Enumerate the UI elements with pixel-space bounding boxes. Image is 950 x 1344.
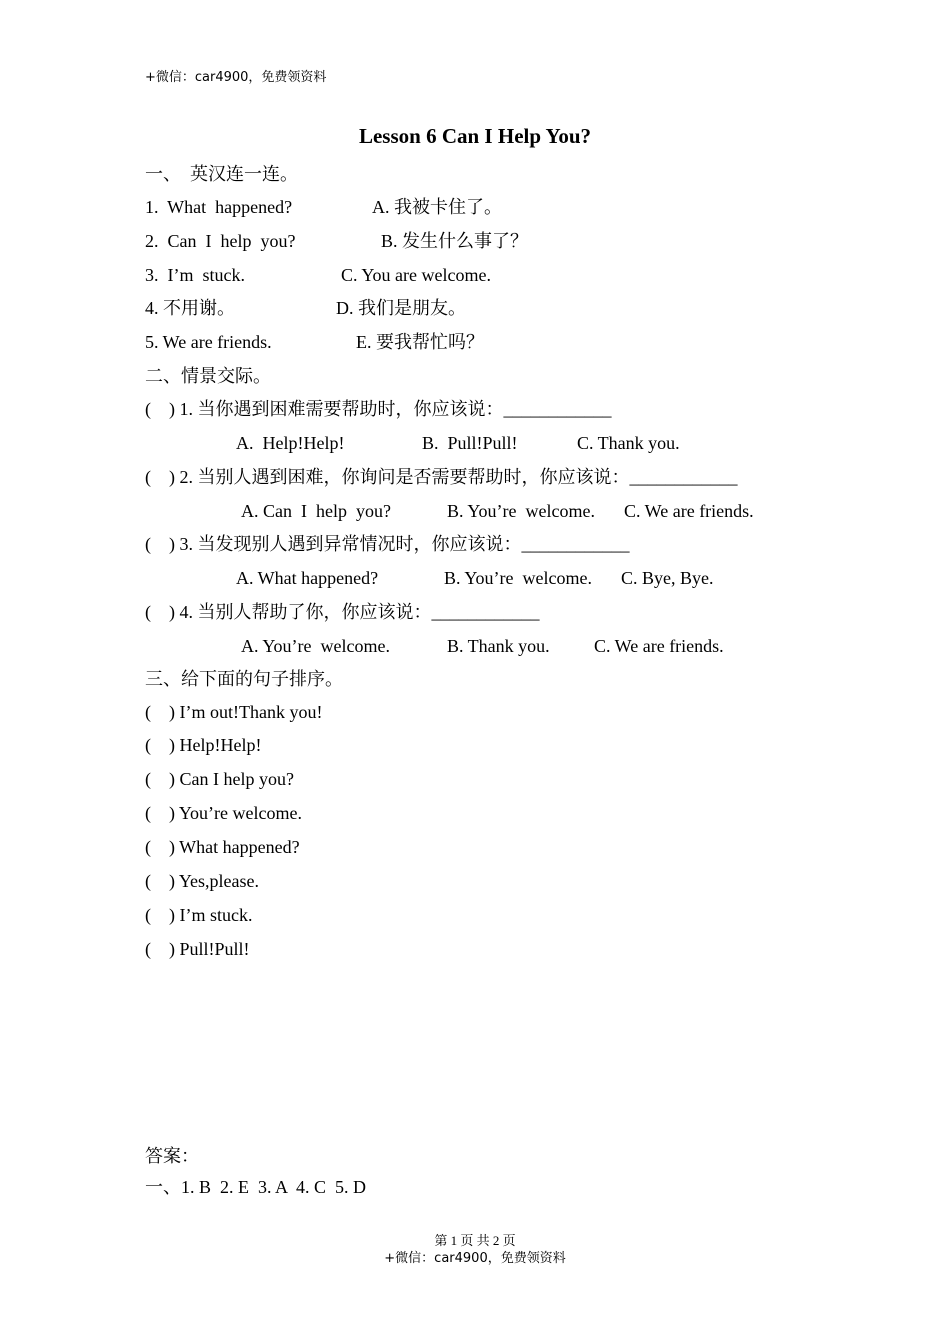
match-left-5: 5. We are friends.: [145, 332, 272, 352]
page-title: Lesson 6 Can I Help You?: [358, 124, 592, 148]
match-right-5: E. 要我帮忙吗？: [356, 332, 484, 352]
question-2-option-a: A. Can I help you?: [241, 501, 391, 521]
question-3-option-b: B. You’re welcome.: [444, 568, 592, 588]
match-right-4: D. 我们是朋友。: [336, 298, 466, 318]
footer-note: +微信：car4900，免费领资料: [384, 1251, 566, 1266]
answers-label: 答案：: [145, 1146, 199, 1166]
question-2-option-c: C. We are friends.: [624, 501, 754, 521]
order-item: ( ) What happened?: [145, 837, 300, 857]
match-left-3: 3. I’m stuck.: [145, 265, 245, 285]
page-number: 第 1 页 共 2 页: [434, 1233, 516, 1248]
question-4-option-c: C. We are friends.: [594, 636, 724, 656]
question-3-option-c: C. Bye, Bye.: [621, 568, 714, 588]
section2-heading: 二、情景交际。: [145, 366, 271, 386]
order-item: ( ) Pull!Pull!: [145, 939, 250, 959]
question-1-option-c: C. Thank you.: [577, 433, 680, 453]
question-2-option-b: B. You’re welcome.: [447, 501, 595, 521]
order-item: ( ) Can I help you?: [145, 769, 294, 789]
order-item: ( ) Yes,please.: [145, 871, 259, 891]
question-2: ( ) 2. 当别人遇到困难，你询问是否需要帮助时，你应该说：____________: [145, 467, 738, 487]
question-4-option-b: B. Thank you.: [447, 636, 550, 656]
question-1: ( ) 1. 当你遇到困难需要帮助时，你应该说：____________: [145, 399, 612, 419]
question-1-option-a: A. Help!Help!: [236, 433, 345, 453]
question-3-option-a: A. What happened?: [236, 568, 379, 588]
order-item: ( ) I’m out!Thank you!: [145, 702, 323, 722]
order-item: ( ) You’re welcome.: [145, 803, 302, 823]
match-left-2: 2. Can I help you?: [145, 231, 296, 251]
order-item: ( ) Help!Help!: [145, 735, 262, 755]
match-right-1: A. 我被卡住了。: [372, 197, 502, 217]
section3-heading: 三、给下面的句子排序。: [145, 669, 343, 689]
order-item: ( ) I’m stuck.: [145, 905, 253, 925]
match-left-4: 4. 不用谢。: [145, 298, 235, 318]
header-note: +微信：car4900，免费领资料: [145, 70, 327, 85]
match-right-3: C. You are welcome.: [341, 265, 491, 285]
question-4-option-a: A. You’re welcome.: [241, 636, 390, 656]
question-4: ( ) 4. 当别人帮助了你，你应该说：____________: [145, 602, 540, 622]
section1-heading: 一、 英汉连一连。: [145, 164, 298, 184]
match-right-2: B. 发生什么事了？: [381, 231, 529, 251]
question-3: ( ) 3. 当发现别人遇到异常情况时，你应该说：____________: [145, 534, 630, 554]
question-1-option-b: B. Pull!Pull!: [422, 433, 518, 453]
answers-line-1: 一、1. B 2. E 3. A 4. C 5. D: [145, 1177, 367, 1197]
match-left-1: 1. What happened?: [145, 197, 293, 217]
